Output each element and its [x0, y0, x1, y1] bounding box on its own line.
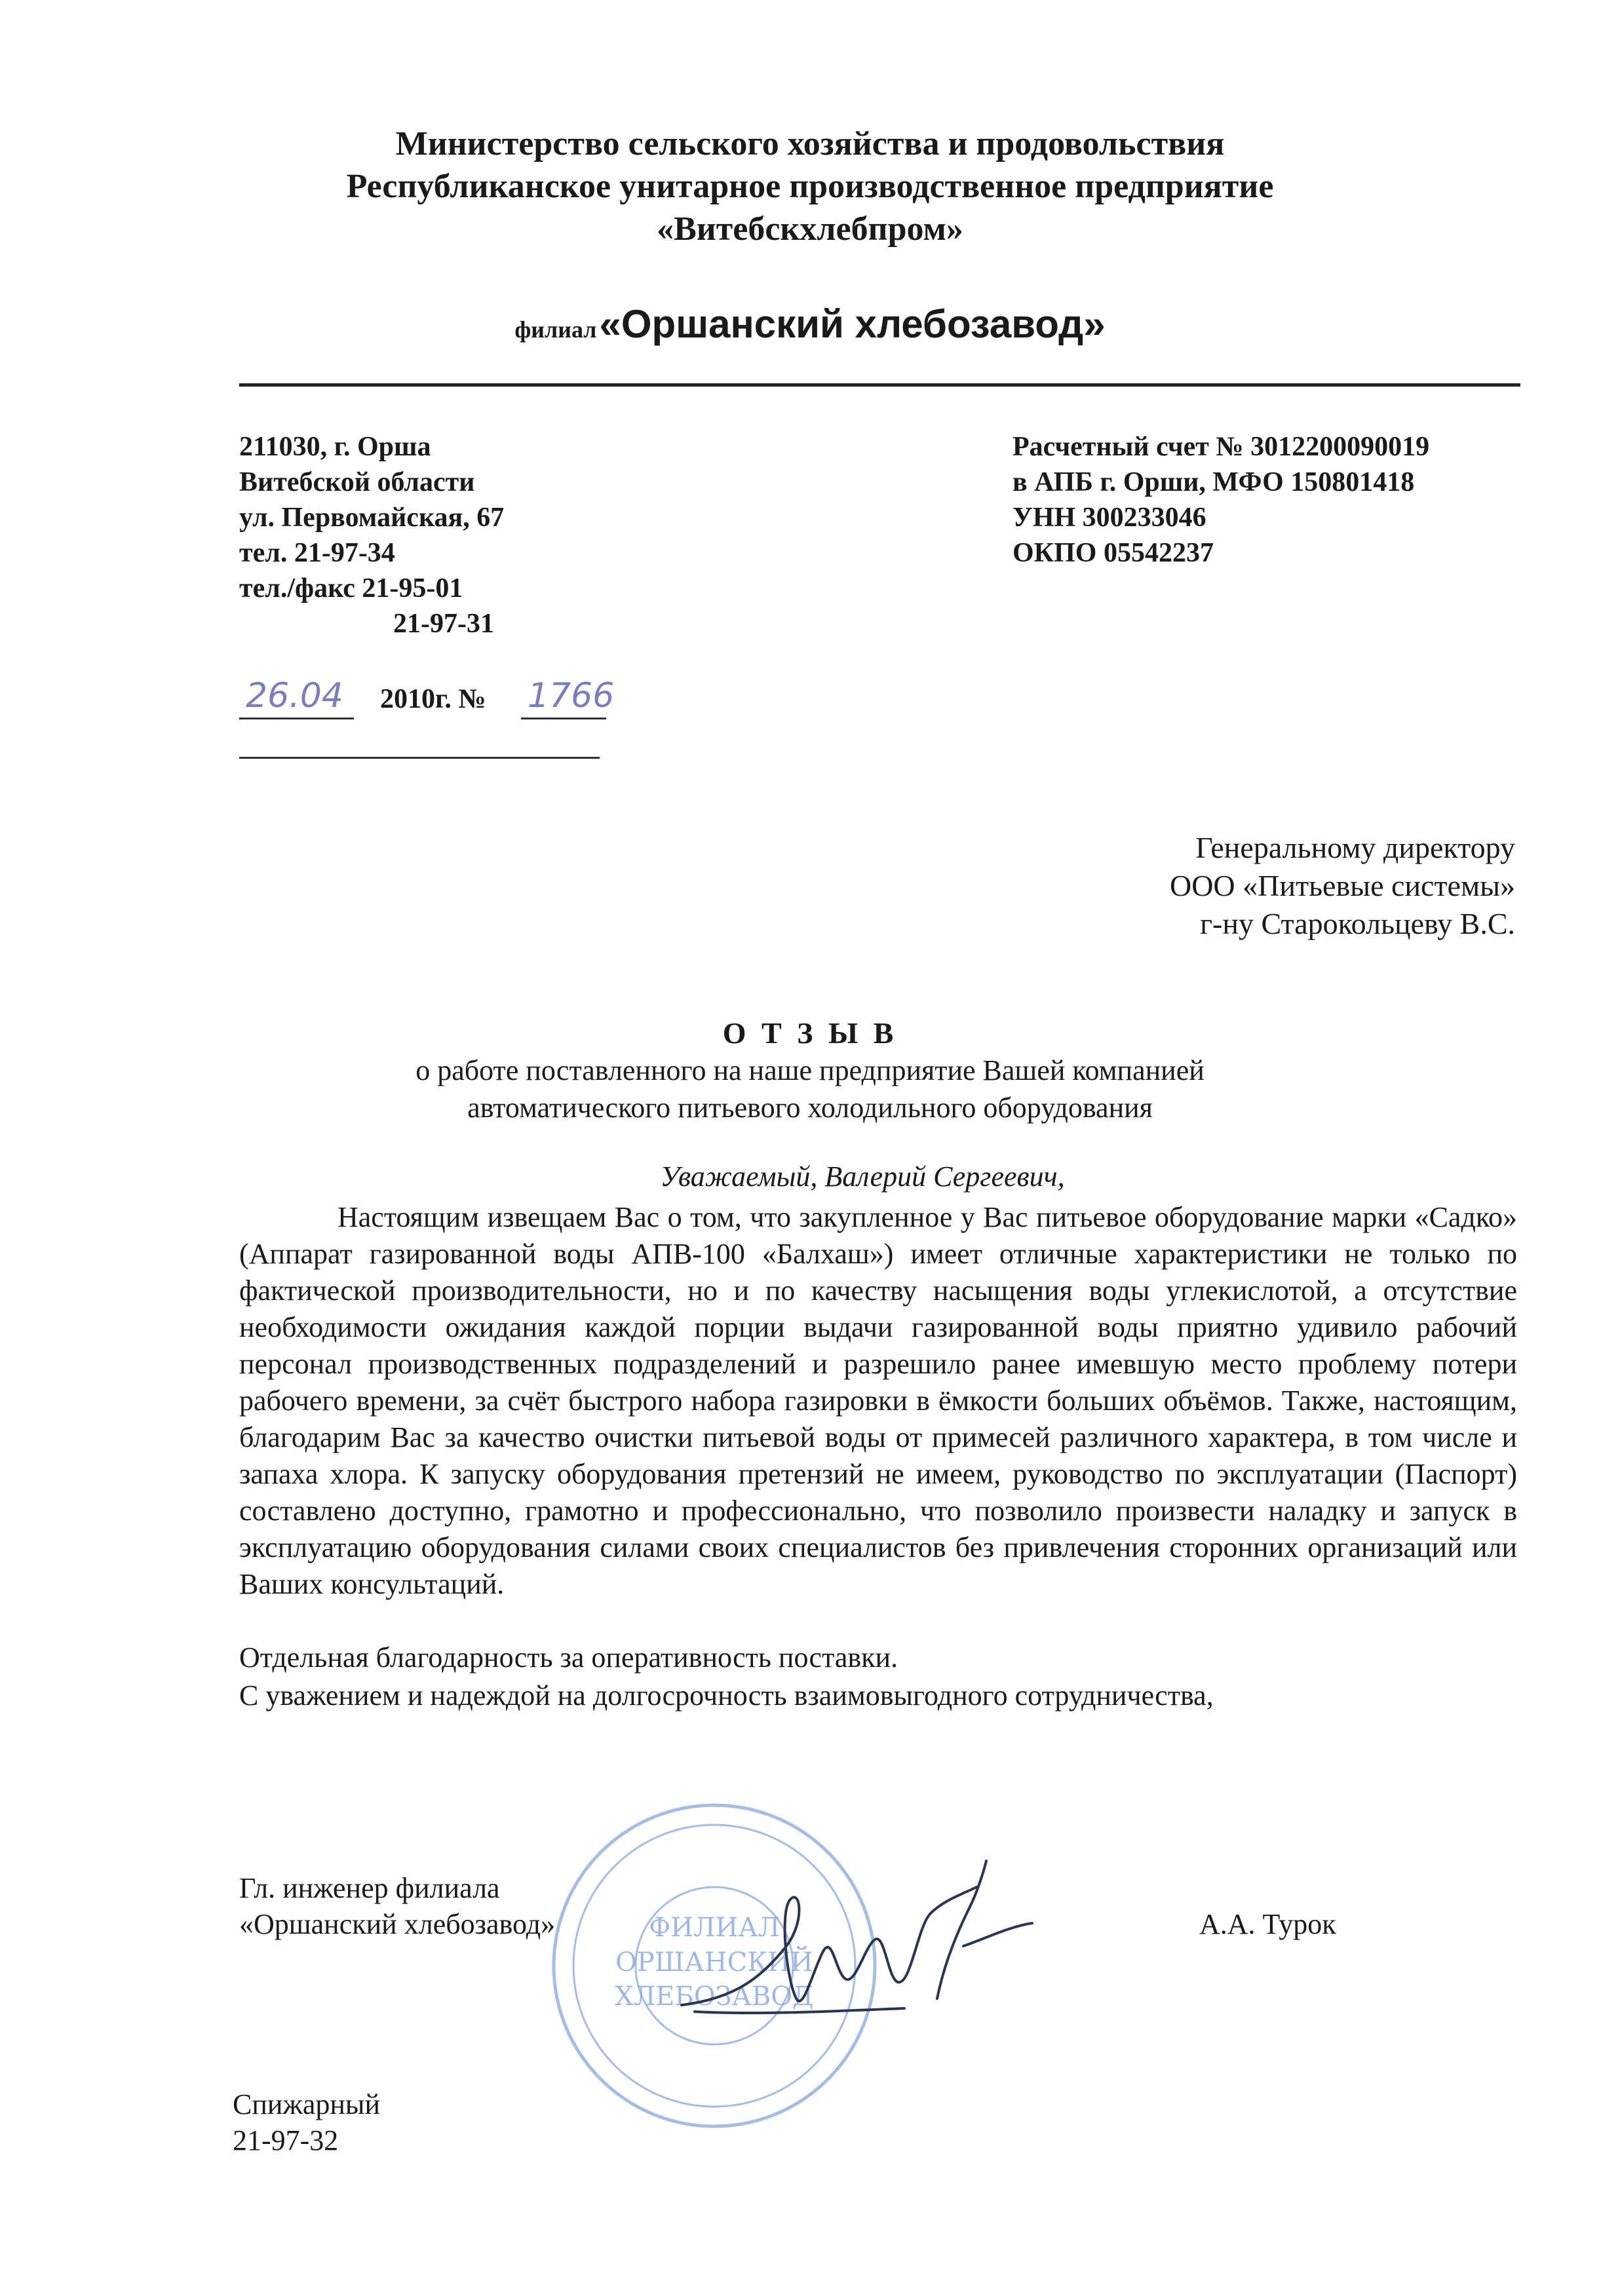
registration-line	[239, 757, 600, 759]
signature-scribble	[655, 1848, 1062, 2057]
addressee-line: Генеральному директору	[1195, 831, 1515, 864]
date-underline	[239, 718, 354, 719]
outgoing-number	[239, 676, 615, 721]
enterprise-line: Республиканское унитарное производственное предприятие	[346, 168, 1274, 205]
stamp-text: ХЛЕБОЗАВОД	[615, 1981, 814, 2012]
address-line: 211030, г. Орша	[239, 432, 431, 462]
address-line: Витебской области	[239, 467, 475, 497]
addressee-line: ООО «Питьевые системы»	[1169, 869, 1515, 902]
body-line: Отдельная благодарность за оперативность поставки.	[239, 1641, 898, 1674]
header-divider	[239, 383, 1520, 387]
company-line: «Витебскхлебпром»	[657, 210, 963, 248]
handwritten-number: 1766	[528, 676, 615, 716]
address-line: тел. 21-97-34	[239, 538, 395, 568]
address-line: 21-97-31	[393, 609, 494, 639]
address-line: тел./факс 21-95-01	[239, 573, 463, 603]
signature-position: Гл. инженер филиала	[239, 1872, 500, 1904]
title-subline: автоматического питьевого холодильного оборудования	[467, 1092, 1153, 1124]
branch-line	[0, 301, 1620, 347]
greeting: Уважаемый, Валерий Сергеевич,	[660, 1160, 1065, 1193]
stamp-text: ФИЛИАЛ	[648, 1913, 781, 1943]
title-subline: о работе поставленного на наше предприятие Вашей компанией	[415, 1054, 1205, 1086]
addressee-line: г-ну Старокольцеву В.С.	[1200, 907, 1515, 940]
branch-name: «Оршанский хлебозавод»	[599, 302, 1106, 346]
address-block	[239, 429, 504, 641]
number-underline	[521, 718, 606, 719]
stamp-text: ОРШАНСКИЙ	[615, 1947, 813, 1978]
addressee-block	[1170, 829, 1515, 943]
bank-block	[1013, 429, 1429, 571]
ministry-line: Министерство сельского хозяйства и продовольствия	[395, 125, 1225, 163]
bank-line: в АПБ г. Орши, МФО 150801418	[1013, 467, 1415, 497]
branch-prefix: филиал	[514, 316, 597, 343]
document-title: О Т З Ы В	[722, 1016, 898, 1050]
handwritten-date: 26.04	[246, 676, 343, 716]
address-line: ул. Первомайская, 67	[239, 503, 505, 533]
signature-position: «Оршанский хлебозавод»	[239, 1908, 556, 1940]
bank-line: УНН 300233046	[1013, 503, 1206, 533]
signatory-name: А.А. Турок	[1199, 1908, 1336, 1940]
year-number-label: 2010г. №	[380, 684, 486, 714]
bank-line: Расчетный счет № 3012200090019	[1013, 432, 1430, 462]
executor-name: Спижарный	[233, 2088, 381, 2120]
bank-line: ОКПО 05542237	[1013, 538, 1214, 568]
body-paragraph: Настоящим извещаем Вас о том, что закупленное у Вас питьевое оборудование марки «Садко» (Аппарат газированной воды АПВ-100 «Балхаш») имеет отличные характеристики не только по фактической производительности, но и по качеству насыщения воды углекислотой, а отсутствие необходимости ожидания каждой порции выдачи газированной воды приятно удивило рабочий персонал производственных подразделений и разрешило ранее имевшую место проблему потери рабочего времени, за счёт быстрого набора газировки в ёмкости больших объёмов. Также, настоящим, благодарим Вас за качество очистки питьевой воды от примесей различного характера, в том числе и запаха хлора. К запуску оборудования претензий не имеем, руководство по эксплуатации (Паспорт) составлено доступно, грамотно и профессионально, что позволило произвести наладку и запуск в эксплуатацию оборудования силами своих специалистов без привлечения сторонних организаций или Ваших консультаций.	[239, 1201, 1517, 1600]
closing-line: С уважением и надеждой на долгосрочность взаимовыгодного сотрудничества,	[239, 1679, 1214, 1712]
executor-phone: 21-97-32	[233, 2124, 339, 2156]
